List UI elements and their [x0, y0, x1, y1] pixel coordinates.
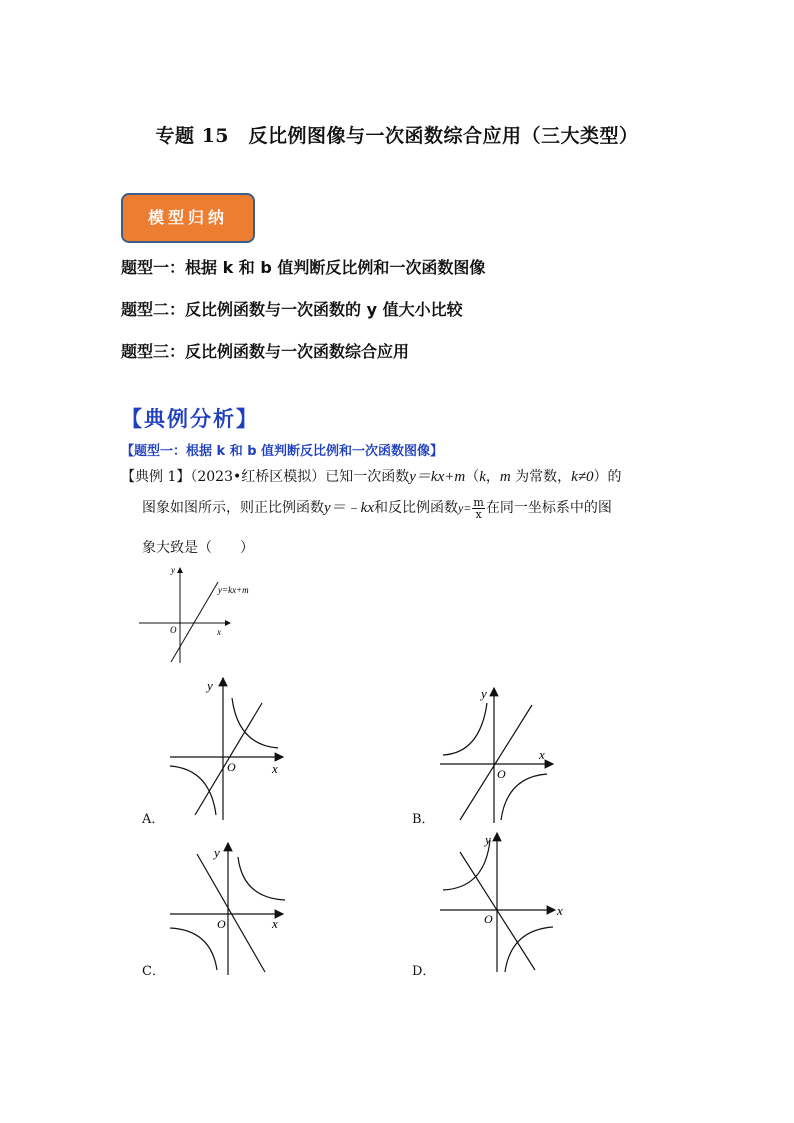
- example-analysis-heading: 【典例分析】: [121, 406, 259, 431]
- inverse-function-fraction: [472, 497, 484, 520]
- linear-function-formula: y＝kx+m: [409, 469, 466, 485]
- example-text: 在同一坐标系中的图: [485, 500, 612, 516]
- type-item-1: 题型一：根据 k 和 b 值判断反比例和一次函数图像: [121, 258, 486, 277]
- example-type-heading: 【题型一：根据 k 和 b 值判断反比例和一次函数图像】: [121, 444, 444, 459]
- example-text: 已知一次函数: [325, 469, 410, 485]
- origin-label: O: [170, 625, 177, 635]
- example-text: 图象如图所示，则正比例函数: [142, 500, 324, 516]
- fraction-numerator: m: [473, 495, 484, 509]
- origin-label: O: [227, 760, 236, 774]
- model-summary-badge: 模型归纳: [121, 193, 255, 243]
- example-text: ，: [485, 469, 500, 485]
- hyperbola-branch-q2: [443, 703, 487, 755]
- y-axis-label: y: [485, 832, 491, 847]
- origin-label: O: [484, 912, 493, 926]
- example-line-2: [142, 496, 612, 520]
- option-a-label: A．: [142, 812, 165, 827]
- variable-k: k: [479, 469, 486, 485]
- hyperbola-branch-q4: [501, 774, 547, 820]
- hyperbola-branch-q3: [170, 766, 216, 815]
- proportional-function-formula: y＝﹣kx: [324, 500, 374, 516]
- fraction-denominator: x: [475, 507, 482, 521]
- type-item-2: 题型二：反比例函数与一次函数的 y 值大小比较: [121, 300, 463, 319]
- origin-label: O: [497, 767, 506, 781]
- option-d-graph: [435, 830, 570, 975]
- example-line-1: [121, 465, 622, 486]
- y-axis-label: y: [171, 565, 175, 575]
- x-axis-label: x: [272, 761, 278, 776]
- option-d-label: D．: [412, 964, 436, 979]
- line-graph: [171, 582, 218, 662]
- x-axis-label: x: [217, 627, 221, 637]
- variable-m: m: [499, 469, 511, 485]
- example-line-3: 象大致是（ ）: [142, 540, 254, 556]
- example-text: （: [465, 469, 480, 485]
- example-source: （2023•红桥区模拟）: [190, 469, 326, 485]
- type-item-3: 题型三：反比例函数与一次函数综合应用: [121, 342, 410, 361]
- y-axis-label: y: [207, 678, 213, 693]
- line-graph: [195, 703, 262, 815]
- inverse-function-prefix: y=: [457, 501, 472, 515]
- y-axis-label: y: [481, 686, 487, 701]
- x-axis-label: x: [539, 747, 545, 762]
- example-text: 和反比例函数: [373, 500, 458, 516]
- option-b-label: B．: [412, 812, 435, 827]
- y-axis-label: y: [214, 845, 220, 860]
- option-c-label: C．: [142, 964, 165, 979]
- origin-label: O: [217, 917, 226, 931]
- example-tag: 【典例 1】: [121, 469, 191, 485]
- line-graph: [460, 705, 532, 820]
- hyperbola-branch-q3: [170, 928, 217, 970]
- option-b-graph: [435, 685, 565, 825]
- hyperbola-branch-q2: [443, 840, 490, 890]
- page-title: 专题 15 反比例图像与一次函数综合应用（三大类型）: [155, 125, 639, 147]
- example-text: ）的: [593, 469, 622, 485]
- given-linear-graph: [135, 560, 275, 665]
- condition-formula: k≠0: [571, 469, 594, 485]
- option-a-graph: [165, 675, 295, 825]
- example-text: 为常数，: [510, 469, 572, 485]
- line-label: y=kx+m: [218, 585, 249, 595]
- hyperbola-branch-q1: [238, 857, 285, 900]
- option-c-graph: [165, 840, 295, 980]
- x-axis-label: x: [272, 916, 278, 931]
- x-axis-label: x: [557, 903, 563, 918]
- line-graph: [197, 854, 265, 972]
